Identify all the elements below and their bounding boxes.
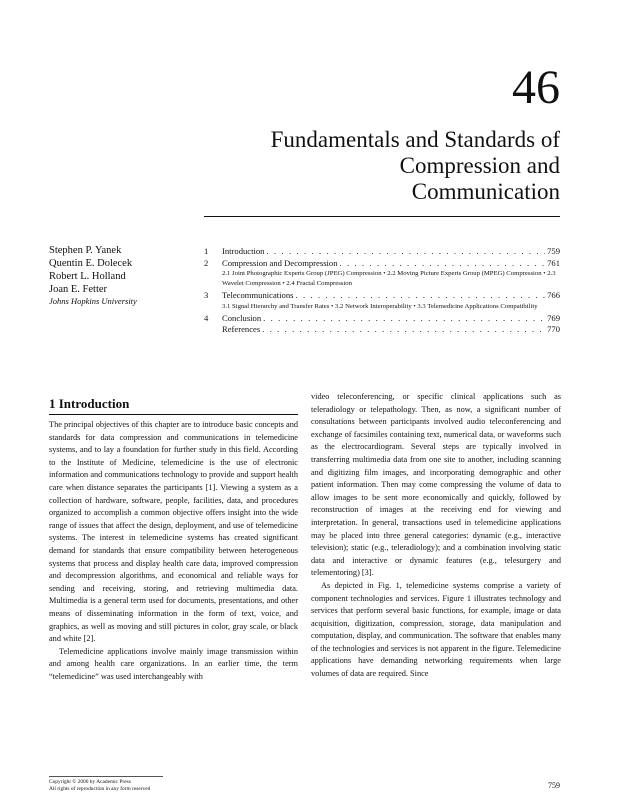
toc-leader-dots — [295, 290, 545, 302]
toc-entry[interactable] — [204, 290, 560, 302]
section-heading: 1 Introduction — [49, 396, 298, 415]
copyright-line: All rights of reproduction in any form reserved — [49, 786, 151, 792]
toc-subentries: 2.1 Joint Photographic Experts Group (JPEG) Compression • 2.2 Moving Picture Experts Group (MPEG) Compression • 2.3 Wavelet Compression • 2.4 Fractal Compression — [222, 270, 556, 287]
toc-entry-label: Introduction — [222, 246, 265, 256]
toc-entry-number: 4 — [204, 312, 209, 323]
toc-leader-dots — [262, 324, 545, 336]
toc-entry-label: References — [222, 324, 261, 334]
author-block — [49, 244, 137, 307]
toc-entry-page: 770 — [547, 324, 560, 334]
table-of-contents — [204, 246, 560, 336]
toc-entry-page: 761 — [547, 257, 560, 268]
chapter-title-line: Fundamentals and Standards of — [270, 127, 560, 152]
toc-entry-number: 3 — [204, 290, 209, 300]
body-paragraph: Telemedicine applications involve mainly image transmission within and among health care organizations. In an earlier time, the term “telemedicine” was used interchangeably with — [49, 646, 298, 681]
copyright-notice — [49, 779, 150, 793]
toc-entry-page: 766 — [547, 290, 560, 300]
toc-entry[interactable] — [204, 324, 560, 336]
author-name: Quentin E. Dolecek — [49, 258, 133, 269]
toc-entry[interactable] — [204, 258, 560, 270]
body-paragraph: video teleconferencing, or specific clinical applications such as teleradiology or telepathology. Then, as now, a significant number of consultations between participants involved audio teleconferencing and exchange of facsimiles containing text, numerical data, or waveforms such as the electrocardiogram. Several steps are typically involved in transferring multimedia data from one site to another, including scanning and digitizing film images, and incorporating demographic and other patient information. Then may come compressing the volume of data to allow images to be sent more economically and quickly, followed by reconstruction of images at the receiving end for viewing and interpretation. In general, transactions used in telemedicine applications may be placed into three general categories: dynamic (e.g., interactive television); static (e.g., teleradiology); and a combination involving static data and interactive or dynamic features (e.g., telesurgery and telementoring) [3]. — [311, 392, 561, 578]
toc-entry-label: Compression and Decompression — [222, 257, 338, 268]
author-name: Stephen P. Yanek — [49, 245, 122, 256]
author-name: Robert L. Holland — [49, 271, 126, 282]
chapter-title — [160, 127, 560, 205]
toc-subentries: 3.1 Signal Hierarchy and Transfer Rates • 3.2 Network Interoperability • 3.3 Telemedicine Applications Compatibility — [222, 302, 538, 310]
chapter-title-line: Communication — [411, 179, 560, 204]
body-paragraph: As depicted in Fig. 1, telemedicine systems comprise a variety of component technologies and services. Figure 1 illustrates technology and services that perform several basic functions, for example, image or data acquisition, digitization, compression, storage, data manipulation and computation, display, and communication. The software that enables many of the technologies and services is not apparent in the figure. Telemedicine applications have demanding networking requirements when large volumes of data are required. Since — [311, 580, 561, 679]
author-affiliation: Johns Hopkins University — [49, 296, 137, 306]
chapter-title-line: Compression and — [399, 153, 560, 178]
copyright-line: Copyright © 2000 by Academic Press — [49, 779, 131, 785]
footer-rule — [49, 776, 163, 777]
toc-leader-dots — [340, 258, 546, 270]
page-number: 759 — [548, 781, 560, 790]
body-column-right — [311, 391, 561, 681]
body-column-left — [49, 419, 298, 683]
toc-leader-dots — [266, 246, 545, 258]
author-name: Joan E. Fetter — [49, 284, 108, 295]
body-paragraph: The principal objectives of this chapter are to introduce basic concepts and standards for data compression and communications in telemedicine systems, and to lay a foundation for further study in this field. According to the Institute of Medicine, telemedicine is the use of electronic information and communications technology to provide and support health care when distance separates the participants [1]. Viewing a system as a collection of hardware, software, people, facilities, data, and procedures organized to accomplish a common objective offers insight into the wide range of issues that affect the design, deployment, and use of telemedicine systems. The interest in telemedicine systems has created significant demand for standards that ensure compatibility between heterogeneous systems that process and display health care data, improved compression and decompression algorithms, and economical and reliable ways for sending and receiving, storing, and retrieving multimedia data. Multimedia is a general term used for documents, presentations, and other means of disseminating information in the form of text, voice, and graphics, as well as moving and still pictures in color, gray scale, or black and white [2]. — [49, 420, 298, 644]
toc-entry-page: 759 — [547, 246, 560, 256]
toc-entry-page: 769 — [547, 312, 560, 323]
toc-entry-number: 2 — [204, 257, 209, 268]
toc-entry[interactable] — [204, 313, 560, 325]
toc-entry-label: Conclusion — [222, 312, 262, 323]
toc-leader-dots — [263, 313, 545, 325]
toc-entry-label: Telecommunications — [222, 290, 294, 300]
chapter-number: 46 — [512, 61, 560, 114]
title-rule — [204, 216, 560, 217]
toc-entry[interactable] — [204, 246, 560, 258]
toc-entry-number: 1 — [204, 246, 209, 256]
